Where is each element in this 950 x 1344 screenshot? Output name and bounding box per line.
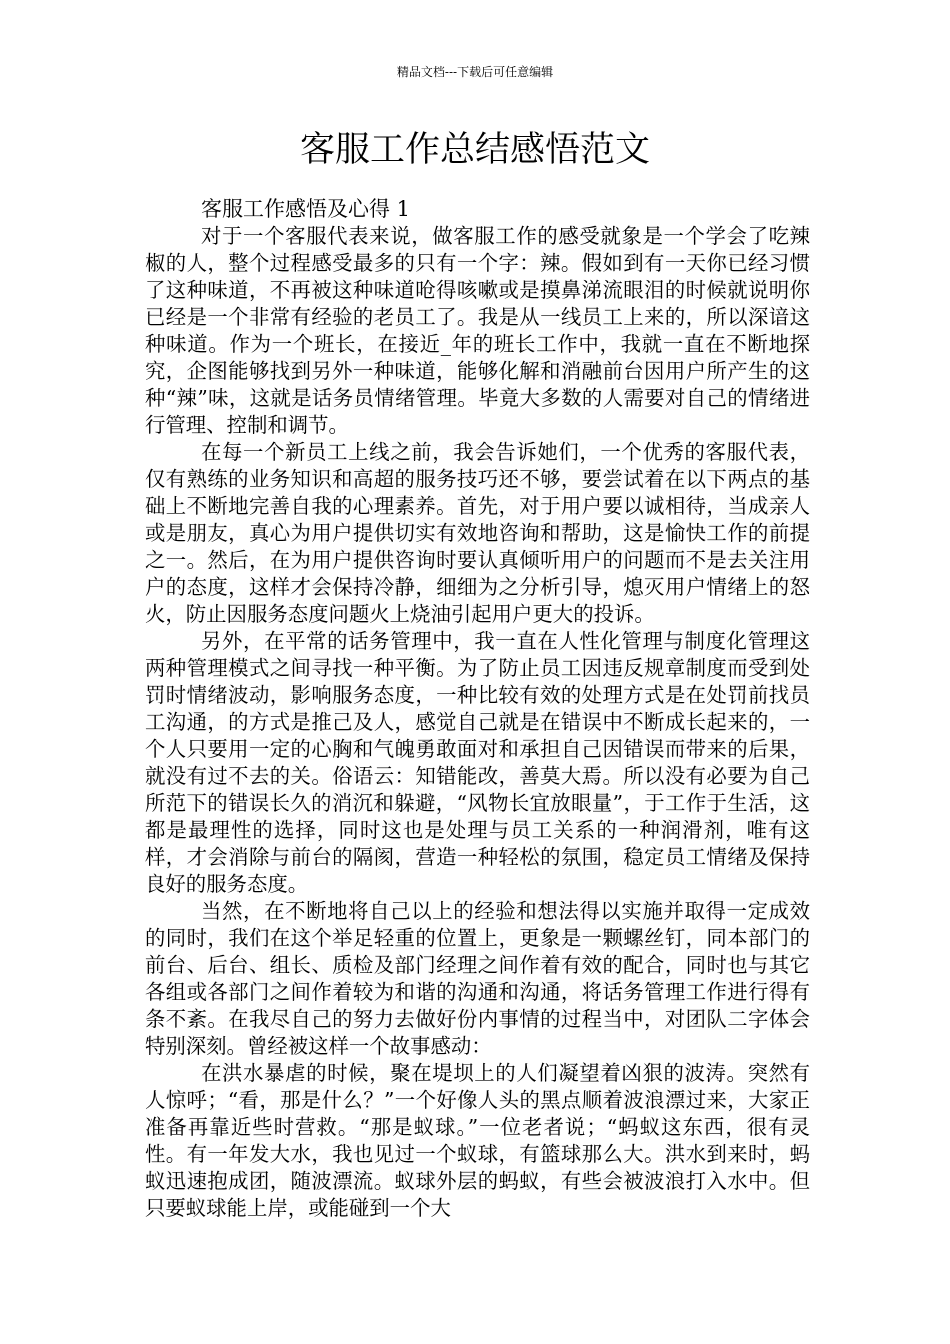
document-body xyxy=(145,196,810,1222)
paragraph-3: 另外，在平常的话务管理中，我一直在人性化管理与制度化管理这两种管理模式之间寻找一种平衡。为了防止员工因违反规章制度而受到处罚时情绪波动，影响服务态度，一种比较有效的处理方式是在处罚前找员工沟通，的方式是推己及人，感觉自己就是在错误中不断成长起来的，一个人只要用一定的心胸和气魄勇敢面对和承担自己因错误而带来的后果，就没有过不去的关。俗语云：知错能改，善莫大焉。所以没有必要为自己所范下的错误长久的消沉和躲避，“风物长宜放眼量”，于工作于生活，这都是最理性的选择，同时这也是处理与员工关系的一种润滑剂，唯有这样，才会消除与前台的隔阂，营造一种轻松的氛围，稳定员工情绪及保持良好的服务态度。 xyxy=(145,629,810,896)
document-title: 客服工作总结感悟范文 xyxy=(299,130,650,170)
paragraph-5: 在洪水暴虐的时候，聚在堤坝上的人们凝望着凶狠的波涛。突然有人惊呼；“看，那是什么？”一个好像人头的黑点顺着波浪漂过来，大家正准备再靠近些时营救。“那是蚁球。”一位老者说；“蚂蚁这东西，很有灵性。有一年发大水，我也见过一个蚁球，有篮球那么大。洪水到来时，蚂蚁迅速抱成团，随波漂流。蚁球外层的蚂蚁，有些会被波浪打入水中。但只要蚁球能上岸，或能碰到一个大 xyxy=(145,1061,810,1220)
paragraph-4: 当然，在不断地将自己以上的经验和想法得以实施并取得一定成效的同时，我们在这个举足轻重的位置上，更象是一颗螺丝钉，同本部门的前台、后台、组长、质检及部门经理之间作着有效的配合，同时也与其它各组或各部门之间作着较为和谐的沟通和沟通，将话务管理工作进行得有条不紊。在我尽自己的努力去做好份内事情的过程当中，对团队二字体会特别深刻。曾经被这样一个故事感动： xyxy=(145,899,810,1058)
section-heading: 客服工作感悟及心得 1 xyxy=(201,197,411,221)
paragraph-2: 在每一个新员工上线之前，我会告诉她们，一个优秀的客服代表，仅有熟练的业务知识和高超的服务技巧还不够，要尝试着在以下两点的基础上不断地完善自我的心理素养。首先，对于用户要以诚相待，当成亲人或是朋友，真心为用户提供切实有效地咨询和帮助，这是愉快工作的前提之一。然后，在为用户提供咨询时要认真倾听用户的问题而不是去关注用户的态度，这样才会保持冷静，细细为之分析引导，熄灭用户情绪上的怒火，防止因服务态度问题火上烧油引起用户更大的投诉。 xyxy=(145,440,810,626)
header-note: 精品文档---下载后可任意编辑 xyxy=(396,65,554,79)
paragraph-1: 对于一个客服代表来说，做客服工作的感受就象是一个学会了吃辣椒的人，整个过程感受最多的只有一个字：辣。假如到有一天你已经习惯了这种味道，不再被这种味道呛得咳嗽或是摸鼻涕流眼泪的时候就说明你已经是一个非常有经验的老员工了。我是从一线员工上来的，所以深谙这种味道。作为一个班长，在接近_年的班长工作中，我就一直在不断地探究，企图能够找到另外一种味道，能够化解和消融前台因用户所产生的这种“辣”味，这就是话务员情绪管理。毕竟大多数的人需要对自己的情绪进行管理、控制和调节。 xyxy=(145,224,810,437)
